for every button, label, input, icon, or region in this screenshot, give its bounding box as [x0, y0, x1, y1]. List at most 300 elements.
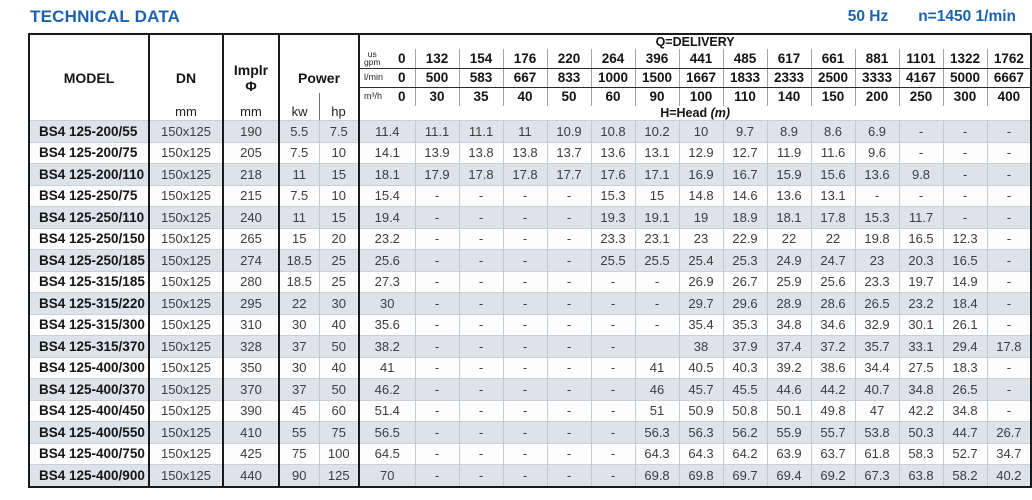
head-value-cell: -: [459, 250, 503, 272]
head-value-cell: 69.4: [767, 465, 811, 487]
head-value-cell: -: [503, 336, 547, 358]
delivery-value: 1833: [723, 68, 767, 87]
head-value-cell: 11.4: [359, 121, 415, 143]
head-value-cell: [635, 336, 679, 358]
head-value-cell: 15.6: [811, 164, 855, 186]
delivery-value: 6667: [987, 68, 1031, 87]
head-value-cell: -: [459, 185, 503, 207]
head-value-cell: -: [459, 228, 503, 250]
head-value-cell: 11.1: [415, 121, 459, 143]
head-value-cell: 63.8: [899, 465, 943, 487]
head-value-cell: 44.2: [811, 379, 855, 401]
head-value-cell: 18.1: [359, 164, 415, 186]
head-value-cell: -: [547, 336, 591, 358]
head-value-cell: -: [503, 465, 547, 487]
head-value-cell: 11.9: [767, 142, 811, 164]
table-row: [29, 185, 1031, 207]
head-value-cell: 34.6: [811, 314, 855, 336]
head-value-cell: -: [591, 357, 635, 379]
head-value-cell: 13.6: [855, 164, 899, 186]
head-value-cell: -: [855, 185, 899, 207]
head-value-cell: 50.8: [723, 400, 767, 422]
head-value-cell: 23.2: [359, 228, 415, 250]
head-value-cell: 37.9: [723, 336, 767, 358]
head-value-cell: -: [591, 400, 635, 422]
head-value-cell: 23: [855, 250, 899, 272]
head-unit-m: (m): [710, 106, 731, 120]
delivery-value: 4167: [899, 68, 943, 87]
delivery-value: 1500: [635, 68, 679, 87]
power-hp-cell: 30: [319, 293, 359, 315]
head-value-cell: -: [591, 314, 635, 336]
head-value-cell: 34.8: [943, 400, 987, 422]
head-value-cell: -: [503, 400, 547, 422]
dn-cell: 150x125: [149, 314, 223, 336]
head-value-cell: -: [459, 465, 503, 487]
impeller-cell: 370: [223, 379, 279, 401]
head-value-cell: 69.7: [723, 465, 767, 487]
head-value-cell: -: [635, 293, 679, 315]
model-cell: BS4 125-250/110: [29, 207, 149, 229]
head-value-cell: 19.8: [855, 228, 899, 250]
head-value-cell: 34.7: [987, 443, 1031, 465]
head-value-cell: -: [987, 228, 1031, 250]
header-model: [29, 34, 149, 121]
head-value-cell: 6.9: [855, 121, 899, 143]
head-value-cell: 46: [635, 379, 679, 401]
impeller-cell: 350: [223, 357, 279, 379]
head-value-cell: 33.1: [899, 336, 943, 358]
delivery-value: 150: [811, 87, 855, 106]
head-value-cell: 26.9: [679, 271, 723, 293]
head-value-cell: -: [547, 228, 591, 250]
head-value-cell: -: [415, 271, 459, 293]
impeller-cell: 274: [223, 250, 279, 272]
power-kw-cell: 37: [279, 379, 319, 401]
head-value-cell: -: [547, 207, 591, 229]
head-value-cell: 17.8: [987, 336, 1031, 358]
head-value-cell: -: [943, 207, 987, 229]
head-value-cell: 19.7: [899, 271, 943, 293]
head-value-cell: -: [987, 207, 1031, 229]
impeller-cell: 280: [223, 271, 279, 293]
head-value-cell: -: [459, 293, 503, 315]
head-value-cell: 16.9: [679, 164, 723, 186]
head-value-cell: 15.9: [767, 164, 811, 186]
head-value-cell: -: [415, 400, 459, 422]
table-row: [29, 271, 1031, 293]
power-hp-cell: 10: [319, 142, 359, 164]
usgpm-zero: 0: [398, 50, 406, 66]
head-value-cell: -: [415, 207, 459, 229]
head-value-cell: 44.7: [943, 422, 987, 444]
head-value-cell: 26.5: [943, 379, 987, 401]
dn-cell: 150x125: [149, 271, 223, 293]
head-value-cell: 19: [679, 207, 723, 229]
head-value-cell: 29.7: [679, 293, 723, 315]
table-row: [29, 336, 1031, 358]
head-value-cell: -: [415, 185, 459, 207]
head-value-cell: -: [503, 443, 547, 465]
dn-cell: 150x125: [149, 400, 223, 422]
delivery-value: 220: [547, 49, 591, 68]
head-value-cell: 50.1: [767, 400, 811, 422]
head-value-cell: -: [503, 422, 547, 444]
head-value-cell: 17.1: [635, 164, 679, 186]
head-value-cell: 28.9: [767, 293, 811, 315]
impeller-cell: 215: [223, 185, 279, 207]
head-value-cell: 10: [679, 121, 723, 143]
model-cell: BS4 125-250/150: [29, 228, 149, 250]
power-hp-cell: 10: [319, 185, 359, 207]
head-value-cell: 47: [855, 400, 899, 422]
impeller-cell: 328: [223, 336, 279, 358]
impeller-cell: 295: [223, 293, 279, 315]
delivery-value: 100: [679, 87, 723, 106]
delivery-value: 500: [415, 68, 459, 87]
head-value-cell: 61.8: [855, 443, 899, 465]
head-value-cell: -: [415, 422, 459, 444]
head-value-cell: 10.2: [635, 121, 679, 143]
head-value-cell: 58.2: [943, 465, 987, 487]
head-value-cell: 17.8: [503, 164, 547, 186]
delivery-value: 667: [503, 68, 547, 87]
table-row: [29, 400, 1031, 422]
head-value-cell: 14.8: [679, 185, 723, 207]
power-kw-cell: 45: [279, 400, 319, 422]
head-value-cell: 25.4: [679, 250, 723, 272]
delivery-value: 1000: [591, 68, 635, 87]
page-title: TECHNICAL DATA: [30, 7, 181, 26]
model-cell: BS4 125-315/220: [29, 293, 149, 315]
delivery-value: 1762: [987, 49, 1031, 68]
head-value-cell: -: [459, 207, 503, 229]
head-value-cell: 19.1: [635, 207, 679, 229]
power-kw-cell: 75: [279, 443, 319, 465]
m3h-label: m³/h: [364, 91, 383, 102]
power-hp-cell: 50: [319, 379, 359, 401]
model-cell: BS4 125-400/900: [29, 465, 149, 487]
head-value-cell: 15.4: [359, 185, 415, 207]
head-value-cell: 17.8: [811, 207, 855, 229]
power-kw-cell: 22: [279, 293, 319, 315]
head-value-cell: 34.4: [855, 357, 899, 379]
head-value-cell: -: [459, 379, 503, 401]
power-hp-cell: 7.5: [319, 121, 359, 143]
delivery-value: 200: [855, 87, 899, 106]
head-value-cell: 25.6: [811, 271, 855, 293]
model-cell: BS4 125-315/300: [29, 314, 149, 336]
model-cell: BS4 125-400/300: [29, 357, 149, 379]
head-value-cell: -: [503, 293, 547, 315]
head-value-cell: -: [503, 379, 547, 401]
head-value-cell: 52.7: [943, 443, 987, 465]
head-value-cell: 13.1: [635, 142, 679, 164]
head-value-cell: 18.1: [767, 207, 811, 229]
head-value-cell: 41: [359, 357, 415, 379]
table-row: [29, 422, 1031, 444]
head-value-cell: 40.7: [855, 379, 899, 401]
head-value-cell: 27.5: [899, 357, 943, 379]
model-header-label: MODEL: [63, 69, 115, 86]
model-cell: BS4 125-400/370: [29, 379, 149, 401]
head-value-cell: 45.7: [679, 379, 723, 401]
power-kw-cell: 37: [279, 336, 319, 358]
head-value-cell: 8.9: [767, 121, 811, 143]
power-hp-cell: 20: [319, 228, 359, 250]
power-kw-cell: 18.5: [279, 271, 319, 293]
head-value-cell: -: [503, 185, 547, 207]
head-value-cell: -: [459, 314, 503, 336]
power-hp-cell: 40: [319, 357, 359, 379]
impeller-cell: 425: [223, 443, 279, 465]
head-value-cell: 38.6: [811, 357, 855, 379]
head-value-cell: 26.5: [855, 293, 899, 315]
head-value-cell: 55.9: [767, 422, 811, 444]
head-value-cell: 25.9: [767, 271, 811, 293]
power-hp-cell: 75: [319, 422, 359, 444]
head-value-cell: 14.1: [359, 142, 415, 164]
delivery-value: 583: [459, 68, 503, 87]
power-kw-cell: 30: [279, 357, 319, 379]
head-value-cell: -: [547, 293, 591, 315]
head-value-cell: 13.6: [767, 185, 811, 207]
dn-cell: 150x125: [149, 164, 223, 186]
head-value-cell: -: [503, 314, 547, 336]
delivery-value: 140: [767, 87, 811, 106]
head-value-cell: 20.3: [899, 250, 943, 272]
delivery-value: 5000: [943, 68, 987, 87]
head-value-cell: 28.6: [811, 293, 855, 315]
dn-cell: 150x125: [149, 357, 223, 379]
power-kw-cell: 5.5: [279, 121, 319, 143]
head-value-cell: 67.3: [855, 465, 899, 487]
unit-usgpm: [359, 49, 415, 68]
head-value-cell: -: [547, 314, 591, 336]
usgpm-label-top: us: [367, 49, 377, 60]
head-value-cell: 16.7: [723, 164, 767, 186]
head-value-cell: -: [547, 465, 591, 487]
power-hp-cell: 25: [319, 271, 359, 293]
technical-data-table-wrap: [28, 33, 1032, 488]
head-value-cell: 56.3: [679, 422, 723, 444]
model-cell: BS4 125-400/550: [29, 422, 149, 444]
head-value-cell: -: [547, 357, 591, 379]
head-value-cell: -: [547, 400, 591, 422]
head-value-cell: 64.3: [635, 443, 679, 465]
head-value-cell: -: [591, 443, 635, 465]
head-value-cell: 23.2: [899, 293, 943, 315]
head-value-cell: 30: [359, 293, 415, 315]
power-kw-cell: 30: [279, 314, 319, 336]
head-value-cell: -: [459, 443, 503, 465]
head-value-cell: 9.8: [899, 164, 943, 186]
unit-m3h: [359, 87, 415, 106]
delivery-value: 441: [679, 49, 723, 68]
power-kw-cell: 55: [279, 422, 319, 444]
dn-cell: 150x125: [149, 142, 223, 164]
head-value-cell: -: [987, 314, 1031, 336]
head-value-cell: 69.8: [635, 465, 679, 487]
head-value-cell: -: [547, 271, 591, 293]
head-value-cell: 11: [503, 121, 547, 143]
head-value-cell: 9.6: [855, 142, 899, 164]
head-value-cell: -: [987, 400, 1031, 422]
header-dn: [149, 34, 223, 121]
head-value-cell: 22: [767, 228, 811, 250]
head-value-cell: -: [899, 185, 943, 207]
power-hp-cell: 25: [319, 250, 359, 272]
head-value-cell: 14.6: [723, 185, 767, 207]
impeller-cell: 390: [223, 400, 279, 422]
lmin-label: l/min: [364, 72, 384, 82]
model-cell: BS4 125-250/185: [29, 250, 149, 272]
head-value-cell: -: [459, 422, 503, 444]
head-value-cell: -: [547, 379, 591, 401]
head-value-cell: 40.5: [679, 357, 723, 379]
head-value-cell: -: [591, 422, 635, 444]
head-value-cell: -: [547, 250, 591, 272]
delivery-value: 50: [547, 87, 591, 106]
head-value-cell: 13.8: [459, 142, 503, 164]
delivery-value: 250: [899, 87, 943, 106]
head-value-cell: 38: [679, 336, 723, 358]
delivery-value: 264: [591, 49, 635, 68]
power-hp-cell: 15: [319, 207, 359, 229]
head-value-cell: -: [459, 357, 503, 379]
head-value-cell: -: [503, 207, 547, 229]
head-value-cell: 19.3: [591, 207, 635, 229]
delivery-value: 2500: [811, 68, 855, 87]
delivery-value: 485: [723, 49, 767, 68]
head-value-cell: 44.6: [767, 379, 811, 401]
head-value-cell: 16.5: [943, 250, 987, 272]
head-value-cell: -: [591, 465, 635, 487]
table-row: [29, 228, 1031, 250]
delivery-value: 881: [855, 49, 899, 68]
head-value-cell: -: [547, 443, 591, 465]
delivery-value: 176: [503, 49, 547, 68]
head-value-cell: 22: [811, 228, 855, 250]
head-value-cell: 23: [679, 228, 723, 250]
head-value-cell: 13.8: [503, 142, 547, 164]
impeller-unit-label: mm: [240, 104, 262, 119]
head-value-cell: 23.1: [635, 228, 679, 250]
dn-cell: 150x125: [149, 121, 223, 143]
head-value-cell: 13.1: [811, 185, 855, 207]
power-hp-unit-label: hp: [331, 104, 346, 119]
head-value-cell: -: [987, 121, 1031, 143]
power-hp-cell: 60: [319, 400, 359, 422]
table-row: [29, 121, 1031, 143]
head-value-cell: 64.5: [359, 443, 415, 465]
head-value-cell: 37.2: [811, 336, 855, 358]
head-value-cell: 63.9: [767, 443, 811, 465]
head-value-cell: 17.8: [459, 164, 503, 186]
model-cell: BS4 125-200/75: [29, 142, 149, 164]
table-row: [29, 314, 1031, 336]
dn-header-label: DN: [175, 69, 197, 86]
head-value-cell: 17.9: [415, 164, 459, 186]
head-value-cell: -: [591, 271, 635, 293]
power-kw-cell: 7.5: [279, 185, 319, 207]
head-value-cell: 25.3: [723, 250, 767, 272]
head-value-cell: 12.7: [723, 142, 767, 164]
table-row: [29, 164, 1031, 186]
delivery-value: 110: [723, 87, 767, 106]
head-value-cell: 45.5: [723, 379, 767, 401]
power-hp-cell: 100: [319, 443, 359, 465]
model-cell: BS4 125-400/450: [29, 400, 149, 422]
model-cell: BS4 125-250/75: [29, 185, 149, 207]
delivery-value: 400: [987, 87, 1031, 106]
power-kw-cell: 18.5: [279, 250, 319, 272]
head-value-cell: 9.7: [723, 121, 767, 143]
head-value-cell: -: [899, 121, 943, 143]
head-value-cell: -: [459, 336, 503, 358]
delivery-value: 617: [767, 49, 811, 68]
table-row: [29, 357, 1031, 379]
head-value-cell: 35.6: [359, 314, 415, 336]
head-value-cell: 40.3: [723, 357, 767, 379]
impeller-phi-symbol: Φ: [245, 77, 257, 94]
head-value-cell: -: [987, 293, 1031, 315]
head-value-cell: 63.7: [811, 443, 855, 465]
head-value-cell: 34.8: [899, 379, 943, 401]
head-label-text: H=Head: [660, 106, 708, 120]
table-row: [29, 293, 1031, 315]
head-value-cell: 14.9: [943, 271, 987, 293]
head-value-cell: 25.5: [591, 250, 635, 272]
delivery-value: 300: [943, 87, 987, 106]
head-value-cell: 15.3: [855, 207, 899, 229]
delivery-value: 1322: [943, 49, 987, 68]
head-value-cell: -: [635, 314, 679, 336]
head-value-cell: -: [899, 142, 943, 164]
head-value-cell: 11.1: [459, 121, 503, 143]
delivery-value: 3333: [855, 68, 899, 87]
dn-cell: 150x125: [149, 443, 223, 465]
head-value-cell: 15.3: [591, 185, 635, 207]
dn-cell: 150x125: [149, 293, 223, 315]
head-value-cell: 12.9: [679, 142, 723, 164]
m3h-zero: 0: [398, 89, 406, 105]
delivery-value: 90: [635, 87, 679, 106]
head-value-cell: 13.7: [547, 142, 591, 164]
impeller-cell: 410: [223, 422, 279, 444]
head-value-cell: 70: [359, 465, 415, 487]
power-kw-cell: 11: [279, 207, 319, 229]
impeller-cell: 205: [223, 142, 279, 164]
head-value-cell: 38.2: [359, 336, 415, 358]
head-value-cell: 41: [635, 357, 679, 379]
head-value-cell: 25.6: [359, 250, 415, 272]
head-value-cell: -: [503, 271, 547, 293]
model-cell: BS4 125-200/110: [29, 164, 149, 186]
impeller-cell: 310: [223, 314, 279, 336]
table-row: [29, 142, 1031, 164]
head-value-cell: 24.7: [811, 250, 855, 272]
head-value-cell: 56.5: [359, 422, 415, 444]
head-value-cell: -: [591, 336, 635, 358]
head-value-cell: 15: [635, 185, 679, 207]
head-value-cell: 42.2: [899, 400, 943, 422]
head-value-cell: -: [547, 185, 591, 207]
head-value-cell: 29.4: [943, 336, 987, 358]
dn-unit-label: mm: [175, 104, 197, 119]
head-value-cell: -: [415, 293, 459, 315]
head-value-cell: -: [415, 443, 459, 465]
